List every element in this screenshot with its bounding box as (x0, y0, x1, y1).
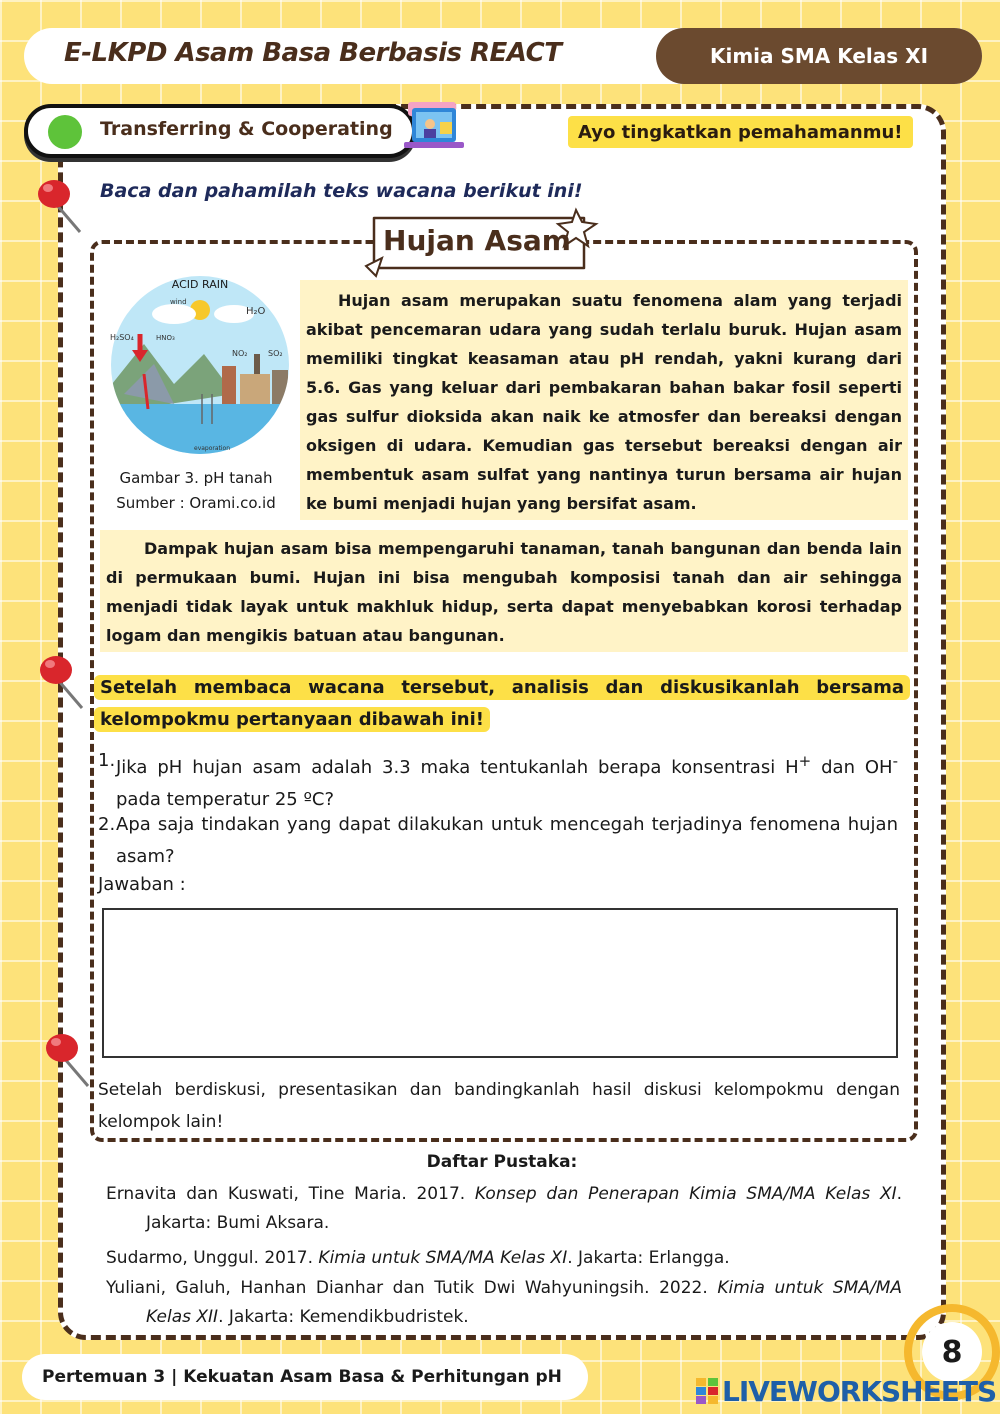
pushpin-icon (34, 172, 84, 234)
bib-publisher: . Jakarta: Bumi Aksara. (146, 1184, 903, 1233)
superscript-minus: - (892, 752, 899, 770)
answer-input[interactable] (102, 908, 898, 1058)
closing-instruction: Setelah berdiskusi, presentasikan dan bandingkanlah hasil diskusi kelompokmu dengan kelompok lain! (98, 1080, 900, 1132)
question-2 (98, 809, 898, 873)
green-dot-icon (48, 115, 82, 149)
bib-publisher: . Jakarta: Kemendikbudristek. (218, 1307, 469, 1327)
bib-authors: Sudarmo, Unggul. 2017. (106, 1248, 319, 1268)
question-number: 1. (98, 750, 116, 771)
bibliography-entry (106, 1244, 902, 1273)
figure-source-line: Sumber : Orami.co.id (116, 494, 276, 512)
brand-logo[interactable] (696, 1374, 996, 1408)
pushpin-icon (36, 648, 86, 710)
question-text (98, 745, 898, 816)
question-text-part: Jika pH hujan asam adalah 3.3 maka tentukanlah berapa konsentrasi H (116, 757, 799, 778)
superscript-plus: + (798, 752, 812, 770)
bib-title: Kimia untuk SMA/MA Kelas XI (318, 1248, 568, 1268)
pushpin-icon (42, 1026, 92, 1088)
illustration-label-so2: SO₂ (268, 349, 283, 358)
motivation-tag: Ayo tingkatkan pemahamanmu! (568, 116, 913, 148)
answer-label: Jawaban : (98, 874, 186, 895)
reading-paragraph-1: Hujan asam merupakan suatu fenomena alam yang terjadi akibat pencemaran udara yang sudah terlalu buruk. Hujan asam memiliki tingkat keasaman atau pH rendah, yakni kurang dari 5.6. Gas yang keluar dari pembakaran bahan bakar fosil seperti gas sulfur dioksida akan naik ke atmosfer dan bereaksi dengan oksigen di udara. Kemudian gas tersebut bereaksi dengan air membentuk asam sulfat yang nantinya turun bersama air hujan ke bumi menjadi hujan yang bersifat asam. (300, 280, 908, 520)
illustration-label-wind: wind (170, 298, 187, 306)
illustration-label-h2o: H₂O (246, 306, 266, 317)
laptop-icon (402, 98, 468, 162)
illustration-label-hno3: HNO₃ (156, 334, 175, 342)
bib-publisher: . Jakarta: Erlangga. (567, 1248, 730, 1268)
bib-title: Kimia untuk SMA/MA Kelas XII (146, 1278, 903, 1327)
illustration-label-h2so4: H₂SO₄ (110, 333, 134, 342)
bibliography-entry (106, 1274, 902, 1332)
question-text-part: pada temperatur 25 ºC? (116, 789, 335, 810)
bibliography-entry (106, 1180, 902, 1238)
question-1 (98, 745, 898, 816)
liveworksheets-icon (696, 1378, 718, 1404)
page-number: 8 (922, 1322, 982, 1382)
illustration-heading: ACID RAIN (171, 278, 229, 291)
figure-caption (100, 466, 292, 516)
reading-instruction: Baca dan pahamilah teks wacana berikut ini! (100, 180, 583, 202)
reading-title: Hujan Asam (383, 224, 571, 257)
bib-authors: Yuliani, Galuh, Hanhan Dianhar dan Tutik Dwi Wahyuningsih. 2022. (106, 1278, 718, 1298)
reading-paragraph-2: Dampak hujan asam bisa mempengaruhi tanaman, tanah bangunan dan benda lain di permukaan bumi. Hujan ini bisa mengubah komposisi tanah dan air sehingga menjadi tidak layak untuk makhluk hidup, serta dapat menyebabkan korosi terhadap logam dan mengikis batuan atau bangunan. (100, 530, 908, 652)
question-text-part: dan OH (811, 757, 893, 778)
header-title: E-LKPD Asam Basa Berbasis REACT (64, 38, 562, 68)
task-prompt-text: Setelah membaca wacana tersebut, analisis dan diskusikanlah bersama kelompokmu pertanyaan dibawah ini! (94, 675, 910, 732)
bibliography-heading: Daftar Pustaka: (426, 1152, 578, 1172)
subject-badge: Kimia SMA Kelas XI (656, 28, 982, 84)
section-label: Transferring & Cooperating (100, 118, 393, 140)
bib-title: Konsep dan Penerapan Kimia SMA/MA Kelas XI (474, 1184, 897, 1204)
illustration-label-evaporation: evaporation (194, 445, 231, 452)
question-number: 2. (98, 814, 116, 835)
footer-meeting-label: Pertemuan 3 | Kekuatan Asam Basa & Perhitungan pH (22, 1354, 588, 1400)
bib-authors: Ernavita dan Kuswati, Tine Maria. 2017. (106, 1184, 475, 1204)
task-prompt (94, 672, 910, 736)
brand-text: LIVEWORKSHEETS (722, 1374, 997, 1408)
question-text: Apa saja tindakan yang dapat dilakukan untuk mencegah terjadinya fenomena hujan asam? (116, 814, 898, 867)
figure-caption-line: Gambar 3. pH tanah (119, 469, 273, 487)
illustration-label-no2: NO₂ (232, 349, 248, 358)
acid-rain-illustration (104, 274, 296, 456)
